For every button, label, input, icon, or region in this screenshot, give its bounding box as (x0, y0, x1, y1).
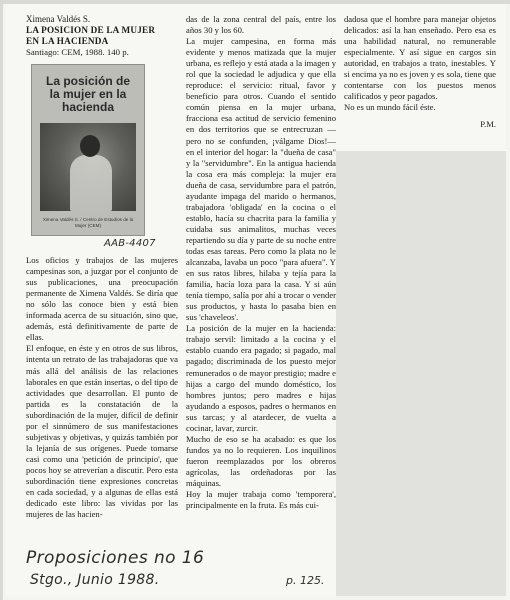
paragraph: Los oficios y trabajos de las mujeres campesinas son, a juzgar por el conjunto de sus publicaciones, una preocupación permanente de Ximena Valdés. Se diría que no sólo las conoce bien y está bien informada acerca de su situación, sino que, además, está definitivamente de parte de ellas. (26, 255, 178, 343)
paragraph: Mucho de eso se ha acabado: es que los fundos ya no lo requieren. Los inquilinos fueron reemplazados por los obreros agrícolas, las ordeñadoras por las máquinas. (186, 433, 336, 488)
handwritten-date: Stgo., Junio 1988. (30, 572, 160, 588)
cover-caption: Ximena Valdés S. / Centro de Estudios de la Mujer (CEM) (42, 217, 134, 228)
book-cover-image (31, 64, 145, 236)
handwritten-source: Proposiciones no 16 (26, 548, 205, 568)
reviewer-signature: P.M. (480, 119, 496, 130)
woman-figure-head (80, 135, 100, 157)
paragraph: das de la zona central del país, entre los años 30 y los 60. (186, 14, 336, 36)
paragraph: La mujer campesina, en forma más evidente y menos matizada que la mujer urbana, es reflejo y está atada a la imagen y rol que la sociedad le adjudica y que ella reproduce: el servicio: ritual, favor y beneficio para otros. Cuando el sentido común piensa en la mujer urbana, fracciona esa actitud de servicio femenino en dos territorios que se entrecruzan —pero no se confunden, ¡válgame Dios!— en el interior del hogar: la "dueña de casa" y la "servidumbre". En la antigua hacienda la cosa era más compleja: la mujer era dueña de casa, servidumbre para el patrón, ayudante impaga del marido o hermanos, trabajadora 'obligada' en la cocina o el establo, hacía su chacrita para la familia y cuidaba sus animalitos, muchas veces repartiendo su día y parte de su noche entre todas esas tareas. Pero como la plata no le alcanzaba, lavaba un poco "para afuera". Y en sus ratos libres, hilaba y tejía para la familia, hacía loza para la casa. Y si aún tenía tiempo, salía por ahí a trocar o vender sus productos, y hasta lo pasaba bien en sus 'chavelеos'. (186, 36, 336, 323)
column-2 (186, 14, 336, 511)
book-title-line-2: EN LA HACIENDA (26, 36, 109, 46)
book-title-line-1: LA POSICION DE LA MUJER (26, 25, 156, 35)
paragraph: dadosa que el hombre para manejar objetos delicados: así la han enseñado. Pero esa es una habilidad natural, no remunerable especialmente. Y así sigue en cargos sin autoridad, en trabajos a trato, inestables. Y si encima ya no es joven y es sola, tiene que contentarse con los puestos menos calificados y peor pagados. (344, 14, 496, 102)
blank-backing-paper (336, 151, 506, 596)
author: Ximena Valdés S. (26, 14, 91, 24)
catalog-code: AAB-4407 (104, 238, 156, 249)
column-1 (26, 14, 178, 520)
paragraph: Hoy la mujer trabaja como 'temporera', principalmente en la fruta. Es más cui- (186, 489, 336, 511)
paragraph: El enfoque, en éste y en otros de sus libros, intenta un retrato de las trabajadoras que va más allá del análisis de las relaciones laborales en que están insertas, o del tipo de actividades que desarrollan. El punto de partida es la constatación de la subordinación de la mujer, difícil de definir por el sinnúmero de sus manifestaciones subjetivas y objetivas, y quizás también por la lejanía de sus orígenes. Puede tomarse casi como una 'petición de principio', que pocos hoy se atreverían a discutir. Pero esta subordinación tiene expresiones concretas en cada sociedad, y a algunas de ellas está dedicado este libro: las vividas por las mujeres de las hacien- (26, 343, 178, 520)
paragraph: No es un mundo fácil éste. (344, 102, 436, 113)
paragraph: La posición de la mujer en la hacienda: trabajo servil: limitado a la cocina y el establo cuando era pagado; si pagado, mal pagado; discriminada de los puesto mejor remunerados o de mayor prestigio; madre e hijas a cargo del mundo doméstico, los hombres juntos; pero madres e hijas ayudando a esposos, padres o hermanos en sus tarcas; y al atardecer, de vuelta a cocinar, lavar, zurcir. (186, 323, 336, 433)
column-3 (344, 14, 496, 130)
publication-info: Santiago: CEM, 1988. 140 p. (26, 47, 129, 57)
cover-photo (40, 123, 136, 211)
cover-title: La posición de la mujer en la hacienda (45, 74, 130, 114)
scan-edge (0, 0, 3, 600)
handwritten-page: p. 125. (286, 574, 325, 587)
woman-figure (70, 155, 112, 211)
